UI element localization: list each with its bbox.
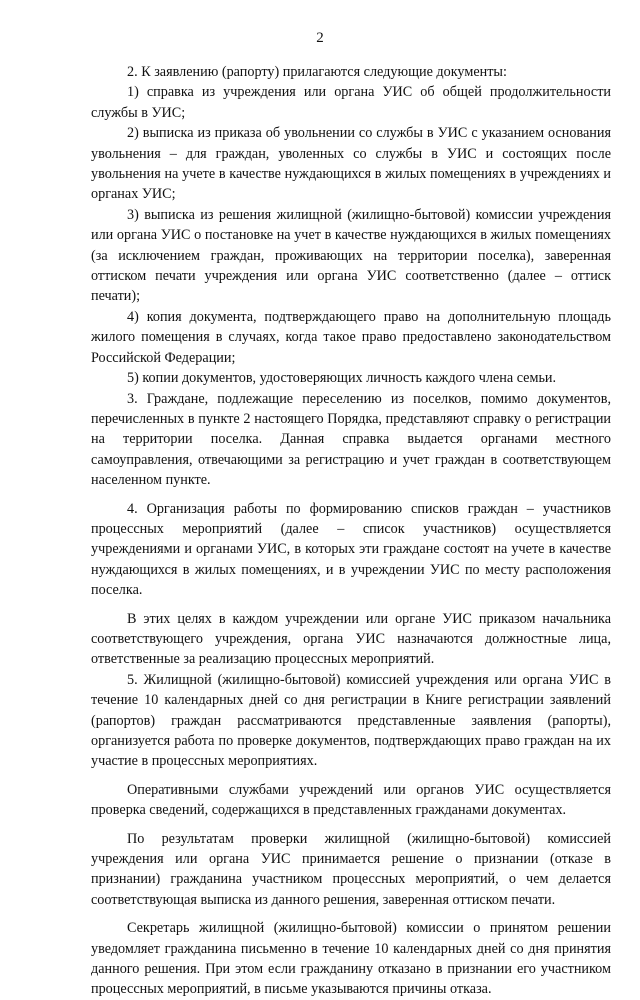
paragraph-item-5: 5) копии документов, удостоверяющих личность каждого члена семьи. bbox=[127, 370, 557, 387]
paragraph-responsible-officials: В этих целях в каждом учреждении или органе УИС приказом начальника соответствующего учреждения, органа УИС назначаются должностные лица, ответственные за реализацию процессных мероприятий. bbox=[91, 610, 611, 668]
paragraph-section-5: 5. Жилищной (жилищно-бытовой) комиссией учреждения или органа УИС в течение 10 календарных дней со дня регистрации в Книге регистрации заявлений (рапортов) граждан рассматриваются представленные заявления (рапорты), организуется работа по проверке документов, подтверждающих право граждан на их участие в процессных мероприятиях. bbox=[91, 671, 611, 770]
page-number: 2 bbox=[316, 30, 324, 46]
paragraph-commission-decision: По результатам проверки жилищной (жилищно-бытовой) комиссией учреждения или органа УИС принимается решение о признании (отказе в признании) гражданина участником процессных мероприятий, о чем делается соответствующая выписка из данного решения, заверенная оттиском печати. bbox=[91, 830, 611, 908]
document-body bbox=[91, 62, 611, 1000]
paragraph-operational-services: Оперативными службами учреждений или органов УИС осуществляется проверка сведений, содержащихся в представленных гражданами документах. bbox=[91, 781, 611, 819]
paragraph-item-4: 4) копия документа, подтверждающего право на дополнительную площадь жилого помещения в случаях, когда такое право предоставлено законодательством Российской Федерации; bbox=[91, 308, 611, 366]
paragraph-section-4: 4. Организация работы по формированию списков граждан – участников процессных мероприятий (далее – список участников) осуществляется учреждениями и органами УИС, в которых эти граждане состоят на учете в качестве нуждающихся в жилых помещениях, и в учреждении УИС по месту расположения поселка. bbox=[91, 500, 611, 599]
paragraph-secretary-notice: Секретарь жилищной (жилищно-бытовой) комиссии о принятом решении уведомляет гражданина письменно в течение 10 календарных дней со дня принятия данного решения. При этом если гражданину отказано в признании его участником процессных мероприятий, в письме указываются причины отказа. bbox=[91, 920, 611, 998]
paragraph-section-3: 3. Граждане, подлежащие переселению из поселков, помимо документов, перечисленных в пункте 2 настоящего Порядка, представляют справку о регистрации на территории поселка. Данная справка выдается органами местного самоуправления, отвечающими за регистрацию и учет граждан в соответствующем населенном пункте. bbox=[91, 390, 611, 489]
paragraph-item-2: 2) выписка из приказа об увольнении со службы в УИС с указанием основания увольнения – для граждан, уволенных со службы в УИС и состоящих после увольнения на учете в качестве нуждающихся в жилых помещениях в учреждениях и органах УИС; bbox=[91, 125, 611, 203]
paragraph-item-1: 1) справка из учреждения или органа УИС об общей продолжительности службы в УИС; bbox=[91, 84, 611, 121]
paragraph-item-3: 3) выписка из решения жилищной (жилищно-бытовой) комиссии учреждения или органа УИС о постановке на учет в качестве нуждающихся в жилых помещениях (за исключением граждан, проживающих на территории поселка), заверенная оттиском печати учреждения или органа УИС соответственно (далее – оттиск печати); bbox=[91, 206, 611, 305]
paragraph-attachments-intro: 2. К заявлению (рапорту) прилагаются следующие документы: bbox=[127, 64, 507, 80]
